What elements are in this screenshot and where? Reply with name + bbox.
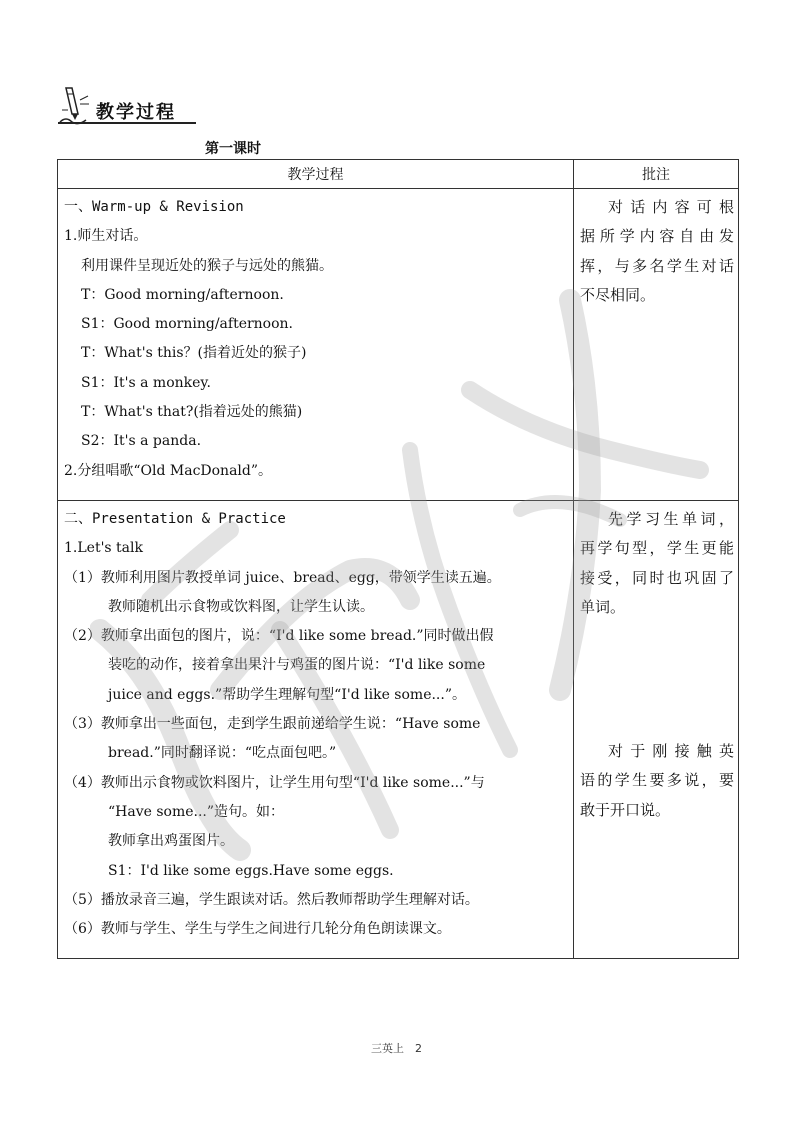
step-item-continuation: juice and eggs.”帮助学生理解句型“I'd like some...”。 — [108, 686, 466, 703]
dialogue-line: T：Good morning/afternoon. — [81, 286, 284, 303]
lesson-table — [57, 159, 739, 959]
step-item: （6）教师与学生、学生与学生之间进行几轮分角色朗读课文。 — [64, 921, 451, 938]
table-row-presentation — [58, 500, 739, 958]
instruction-line: 利用课件呈现近处的猴子与远处的熊猫。 — [81, 257, 333, 274]
header-notes: 批注 — [574, 160, 739, 189]
dialogue-line: T：What's this？(指着近处的猴子) — [81, 345, 307, 362]
dialogue-line: S2：It's a panda. — [81, 433, 202, 450]
header-title: 教学过程 — [96, 102, 176, 123]
note-line: 不尽相同。 — [580, 285, 656, 304]
section-header — [58, 86, 198, 126]
table-header-row — [58, 160, 739, 189]
header-process: 教学过程 — [58, 160, 574, 189]
section-heading: 一、Warm-up & Revision — [64, 199, 244, 215]
note-line: 先学习生单词， — [608, 509, 734, 528]
step-heading: 2.分组唱歌“Old MacDonald”。 — [64, 462, 273, 479]
presentation-content — [58, 500, 574, 958]
step-item-continuation: 装吃的动作，接着拿出果汁与鸡蛋的图片说：“I'd like some — [108, 657, 486, 674]
note-line: 单词。 — [580, 597, 626, 616]
note-line: 据所学内容自由发 — [580, 227, 734, 246]
warmup-content — [58, 189, 574, 501]
warmup-notes — [574, 189, 739, 501]
step-item-continuation: 教师拿出鸡蛋图片。 — [108, 833, 234, 850]
step-item-continuation: bread.”同时翻译说：“吃点面包吧。” — [108, 745, 337, 762]
dialogue-line: T：What's that?(指着远处的熊猫) — [81, 404, 303, 421]
table-row-warmup — [58, 189, 739, 501]
section-heading: 二、Presentation & Practice — [64, 510, 286, 527]
note-line: 对话内容可根 — [608, 198, 734, 216]
dialogue-line: S1：It's a monkey. — [81, 374, 211, 391]
step-item: （2）教师拿出面包的图片，说：“I'd like some bread.”同时做出假 — [64, 628, 494, 645]
dialogue-line: S1：I'd like some eggs.Have some eggs. — [108, 862, 394, 879]
step-item: （3）教师拿出一些面包，走到学生跟前递给学生说：“Have some — [64, 716, 481, 733]
step-heading: 1.师生对话。 — [64, 228, 148, 245]
note-line: 语的学生要多说，要 — [580, 771, 734, 790]
step-item: （5）播放录音三遍，学生跟读对话。然后教师帮助学生理解对话。 — [64, 891, 479, 908]
step-item-continuation: 教师随机出示食物或饮料图，让学生认读。 — [108, 598, 374, 615]
note-line: 敢于开口说。 — [580, 800, 671, 819]
step-item: （1）教师利用图片教授单词 juice、bread、egg，带领学生读五遍。 — [64, 569, 501, 586]
note-spacer — [580, 622, 734, 737]
note-line: 再学句型，学生更能 — [580, 539, 734, 558]
page-footer: 三英上 2 — [371, 1042, 422, 1055]
dialogue-line: S1：Good morning/afternoon. — [81, 316, 294, 333]
step-item: （4）教师出示食物或饮料图片，让学生用句型“I'd like some...”与 — [64, 774, 485, 791]
step-item-continuation: “Have some...”造句。如： — [108, 803, 285, 820]
presentation-notes — [574, 500, 739, 958]
pencil-icon — [58, 86, 92, 126]
note-line: 接受，同时也巩固了 — [580, 568, 734, 587]
note-line: 挥，与多名学生对话 — [580, 256, 734, 275]
step-heading: 1.Let's talk — [64, 540, 143, 557]
note-line: 对于刚接触英 — [608, 742, 734, 761]
header-underline — [58, 122, 196, 124]
session-title: 第一课时 — [205, 141, 261, 157]
